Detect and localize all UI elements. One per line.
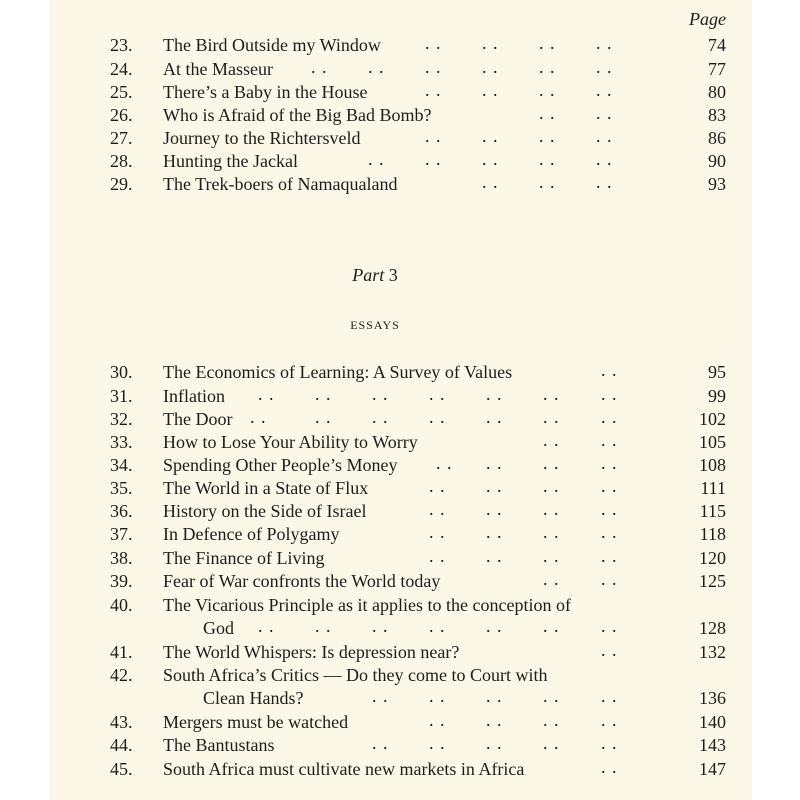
leader-dots: . .: [601, 360, 618, 380]
entry-page: 74: [708, 35, 726, 55]
leader-dots: . . . . . . . . . .: [372, 733, 618, 753]
entry-number: 27.: [110, 128, 133, 148]
entry-page: 83: [708, 105, 726, 125]
leader-dots: . . . . . . . . . .: [372, 686, 618, 706]
entry-page: 147: [699, 759, 726, 779]
toc-entry: [50, 360, 752, 384]
entry-page: 90: [708, 151, 726, 171]
entry-number: 24.: [110, 59, 133, 79]
entry-title: Spending Other People’s Money: [163, 455, 398, 475]
leader-dots: . . . . . . . .: [429, 710, 618, 730]
entry-number: 45.: [110, 759, 133, 779]
toc-entry: [50, 640, 752, 664]
entry-page: 143: [699, 735, 726, 755]
entry-title-continuation: God: [203, 618, 234, 638]
leader-dots: . . . . . . . .: [425, 126, 613, 146]
entry-page: 80: [708, 82, 726, 102]
toc-entry: [50, 757, 752, 781]
leader-dots: . . . . . . . .: [429, 546, 618, 566]
leader-dots: . . . .: [539, 103, 613, 123]
entry-title: Journey to the Richtersveld: [163, 128, 361, 148]
part-word: Part: [352, 265, 385, 285]
entry-number: 38.: [110, 548, 133, 568]
leader-dots: . . . .: [543, 430, 618, 450]
entry-title: The Trek-boers of Namaqualand: [163, 174, 398, 194]
leader-dots: . . . . . . . .: [436, 453, 618, 473]
toc-entry-continuation: [50, 686, 752, 710]
entry-title: Who is Afraid of the Big Bad Bomb?: [163, 105, 432, 125]
entry-page: 136: [699, 688, 726, 708]
entry-title: The Vicarious Principle as it applies to the conception of: [163, 595, 571, 615]
entry-number: 26.: [110, 105, 133, 125]
entry-title: South Africa must cultivate new markets in Africa: [163, 759, 525, 779]
entry-page: 120: [699, 548, 726, 568]
leader-dots: . .: [601, 757, 618, 777]
toc-entry: [50, 733, 752, 757]
entry-number: 29.: [110, 174, 133, 194]
entry-page: 140: [699, 712, 726, 732]
entry-title: Hunting the Jackal: [163, 151, 298, 171]
leader-dots: . . . . . . . . . . . . . .: [258, 384, 618, 404]
part-number: 3: [388, 265, 398, 285]
entry-title: Mergers must be watched: [163, 712, 349, 732]
entry-number: 37.: [110, 524, 133, 544]
entry-page: 125: [699, 571, 726, 591]
entry-number: 30.: [110, 362, 133, 382]
entry-title-continuation: Clean Hands?: [203, 688, 304, 708]
toc-entry: [50, 522, 752, 546]
leader-dots: . . . . . . . .: [429, 499, 618, 519]
entry-page: 111: [700, 478, 726, 498]
leader-dots: . . . . . . . .: [429, 476, 618, 496]
entry-number: 28.: [110, 151, 133, 171]
entry-number: 34.: [110, 455, 133, 475]
entry-number: 33.: [110, 432, 133, 452]
entry-page: 118: [699, 524, 726, 544]
entry-title: South Africa’s Critics — Do they come to Court with: [163, 665, 548, 685]
entry-page: 115: [699, 501, 726, 521]
entry-number: 25.: [110, 82, 133, 102]
entry-title: The World Whispers: Is depression near?: [163, 642, 460, 662]
entry-page: 108: [699, 455, 726, 475]
entry-title: History on the Side of Israel: [163, 501, 367, 521]
leader-dots: . . . . . .: [482, 172, 613, 192]
entry-page: 77: [708, 59, 726, 79]
leader-dots: . .: [601, 640, 618, 660]
leader-dots: . . . . . . . . . . . . . .: [258, 616, 618, 636]
leader-dots: . . . . . . . .: [425, 33, 613, 53]
entry-number: 41.: [110, 642, 133, 662]
entry-number: 35.: [110, 478, 133, 498]
entry-title: At the Masseur: [163, 59, 273, 79]
entry-title: In Defence of Polygamy: [163, 524, 340, 544]
leader-dots: . . . . . . . . . . . .: [311, 57, 613, 77]
entry-page: 99: [708, 386, 726, 406]
entry-page: 105: [699, 432, 726, 452]
entry-page: 93: [708, 174, 726, 194]
entry-number: 31.: [110, 386, 133, 406]
entry-page: 132: [699, 642, 726, 662]
toc-entry-continuation: [50, 616, 752, 640]
entry-page: 86: [708, 128, 726, 148]
entry-number: 40.: [110, 595, 133, 615]
book-page: [50, 0, 752, 800]
entry-title: The Finance of Living: [163, 548, 325, 568]
section-heading: ESSAYS: [350, 318, 400, 332]
entry-title: The Bird Outside my Window: [163, 35, 381, 55]
entry-title: The Economics of Learning: A Survey of Values: [163, 362, 513, 382]
part-heading: [0, 265, 750, 286]
entry-title: The Door: [163, 409, 233, 429]
entry-number: 23.: [110, 35, 133, 55]
entry-number: 39.: [110, 571, 133, 591]
entry-title: Fear of War confronts the World today: [163, 571, 441, 591]
leader-dots: . . . . . . . . . .: [368, 149, 613, 169]
entry-number: 36.: [110, 501, 133, 521]
entry-number: 44.: [110, 735, 133, 755]
leader-dots: . . . . . . . . . . . . . .: [250, 407, 618, 427]
entry-title: The Bantustans: [163, 735, 275, 755]
entry-number: 43.: [110, 712, 133, 732]
entry-number: 32.: [110, 409, 133, 429]
toc-entry: [50, 172, 752, 196]
leader-dots: . . . . . . . .: [429, 522, 618, 542]
toc-entry: [50, 569, 752, 593]
entry-page: 95: [708, 362, 726, 382]
page-column-heading: Page: [689, 9, 726, 29]
leader-dots: . . . .: [543, 569, 618, 589]
entry-page: 128: [699, 618, 726, 638]
entry-page: 102: [699, 409, 726, 429]
entry-title: Inflation: [163, 386, 225, 406]
entry-number: 42.: [110, 665, 133, 685]
leader-dots: . . . . . . . .: [425, 80, 613, 100]
entry-title: The World in a State of Flux: [163, 478, 369, 498]
entry-title: How to Lose Your Ability to Worry: [163, 432, 418, 452]
toc-entry: [50, 33, 752, 57]
entry-title: There’s a Baby in the House: [163, 82, 368, 102]
